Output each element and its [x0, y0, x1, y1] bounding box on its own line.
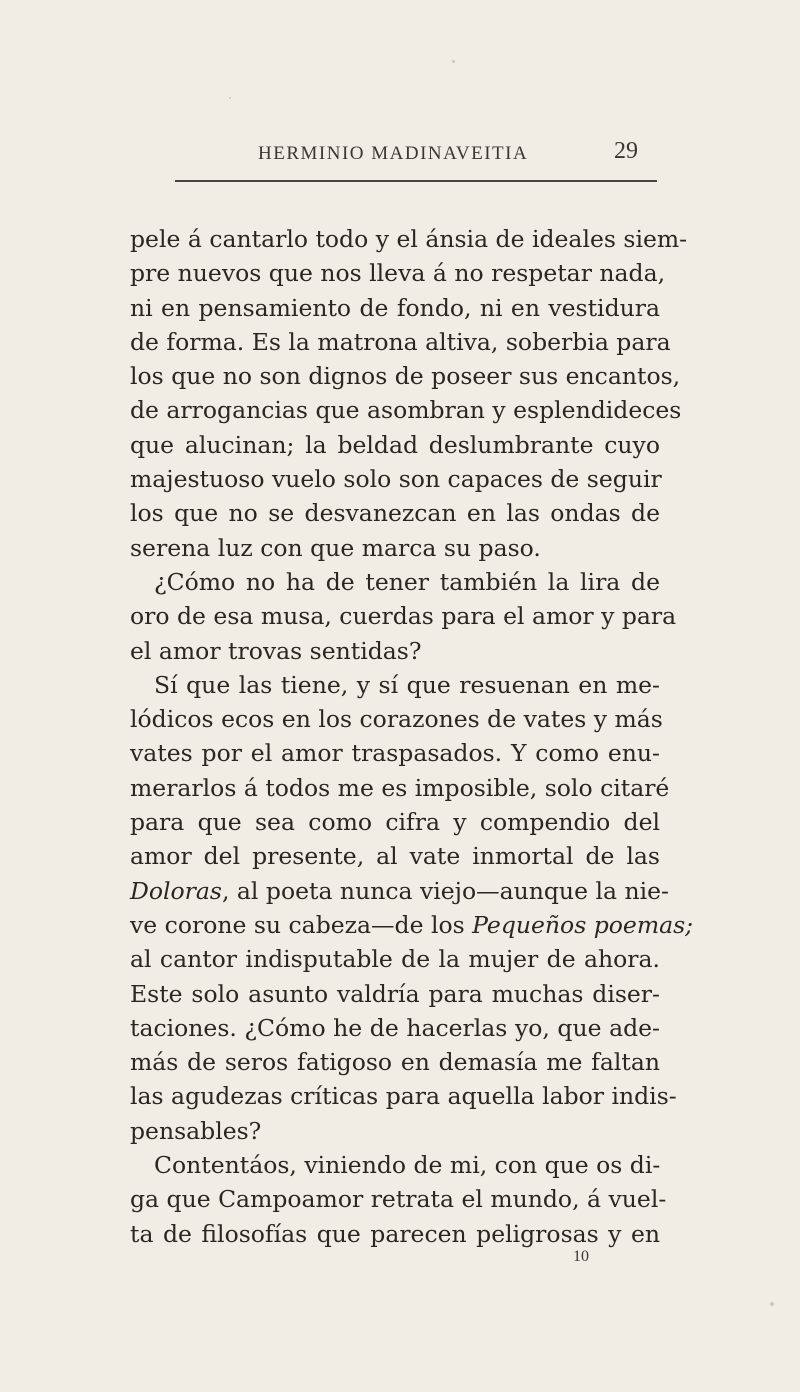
text-segment: más de seros fatigoso en demasía me faltan	[130, 1048, 660, 1077]
text-line	[130, 942, 660, 976]
text-segment: de forma. Es la matrona altiva, soberbia para	[130, 327, 671, 356]
text-segment: para que sea como cifra y compendio del	[130, 808, 660, 837]
text-segment: ta de filosofías que parecen peligrosas y en	[130, 1219, 660, 1248]
text-segment: serena luz con que marca su paso.	[130, 533, 541, 562]
text-line	[130, 291, 660, 325]
paper-speck	[452, 60, 455, 63]
text-line	[130, 325, 671, 359]
text-line	[130, 1182, 667, 1216]
text-line	[130, 359, 681, 393]
text-segment: el amor trovas sentidas?	[130, 636, 422, 665]
text-line	[130, 565, 660, 599]
text-segment: las agudezas críticas para aquella labor indis-	[130, 1082, 677, 1111]
text-line	[130, 839, 660, 873]
text-segment: ga que Campoamor retrata el mundo, á vuel-	[130, 1185, 667, 1214]
text-segment: Este solo asunto valdría para muchas diser-	[130, 979, 660, 1008]
text-segment: ni en pensamiento de fondo, ni en vestidura	[130, 293, 660, 322]
signature-mark: 10	[573, 1248, 589, 1265]
text-segment: taciones. ¿Cómo he de hacerlas yo, que ade-	[130, 1013, 660, 1042]
italic-title: Pequeños poemas;	[472, 910, 694, 939]
text-segment: amor del presente, al vate inmortal de las	[130, 842, 660, 871]
text-segment: los que no son dignos de poseer sus encantos,	[130, 362, 681, 391]
running-title: HERMINIO MADINAVEITIA	[258, 143, 529, 164]
text-segment: los que no se desvanezcan en las ondas de	[130, 499, 660, 528]
text-line	[130, 462, 660, 496]
text-segment: oro de esa musa, cuerdas para el amor y para	[130, 602, 677, 631]
text-segment: al cantor indisputable de la mujer de ahora.	[130, 945, 660, 974]
text-segment: lódicos ecos en los corazones de vates y más	[130, 705, 663, 734]
text-segment: merarlos á todos me es imposible, solo citaré	[130, 773, 670, 802]
text-line	[130, 1114, 660, 1148]
text-line	[130, 1011, 660, 1045]
text-line	[130, 908, 694, 942]
text-segment: que alucinan; la beldad deslumbrante cuyo	[130, 430, 660, 459]
text-line	[130, 771, 670, 805]
paper-speck	[770, 1302, 774, 1306]
text-line	[130, 222, 688, 256]
italic-title: Doloras	[130, 876, 222, 905]
text-segment: Sí que las tiene, y sí que resuenan en me-	[154, 670, 660, 699]
text-line	[130, 531, 660, 565]
text-segment: pensables?	[130, 1116, 262, 1145]
text-line	[130, 256, 666, 290]
text-line	[130, 1079, 677, 1113]
text-segment: pre nuevos que nos lleva á no respetar nada,	[130, 259, 666, 288]
header-rule	[175, 180, 657, 182]
text-segment: , al poeta nunca viejo—aunque la nie-	[221, 876, 669, 905]
page-number: 29	[614, 138, 638, 164]
text-segment: pele á cantarlo todo y el ánsia de ideales siem-	[130, 225, 688, 253]
text-line	[130, 805, 660, 839]
text-line	[130, 1045, 660, 1079]
text-line	[130, 1148, 660, 1182]
text-line	[130, 1217, 660, 1251]
text-segment: ¿Cómo no ha de tener también la lira de	[154, 567, 660, 596]
text-line	[130, 428, 660, 462]
text-segment: ve corone su cabeza—de los	[130, 910, 473, 939]
body-text	[130, 222, 694, 1251]
text-line	[130, 496, 660, 530]
text-segment: vates por el amor traspasados. Y como enu-	[130, 739, 660, 768]
text-line	[130, 736, 660, 770]
text-line	[130, 668, 660, 702]
text-segment: majestuoso vuelo solo son capaces de seguir	[130, 465, 662, 494]
text-line	[130, 634, 660, 668]
text-line	[130, 393, 682, 427]
text-line	[130, 977, 660, 1011]
text-line	[130, 599, 677, 633]
paper-speck	[229, 97, 231, 99]
text-line	[130, 874, 669, 908]
text-line	[130, 702, 663, 736]
text-segment: Contentáos, viniendo de mi, con que os di-	[154, 1151, 661, 1180]
text-segment: de arrogancias que asombran y esplendideces	[130, 396, 682, 425]
